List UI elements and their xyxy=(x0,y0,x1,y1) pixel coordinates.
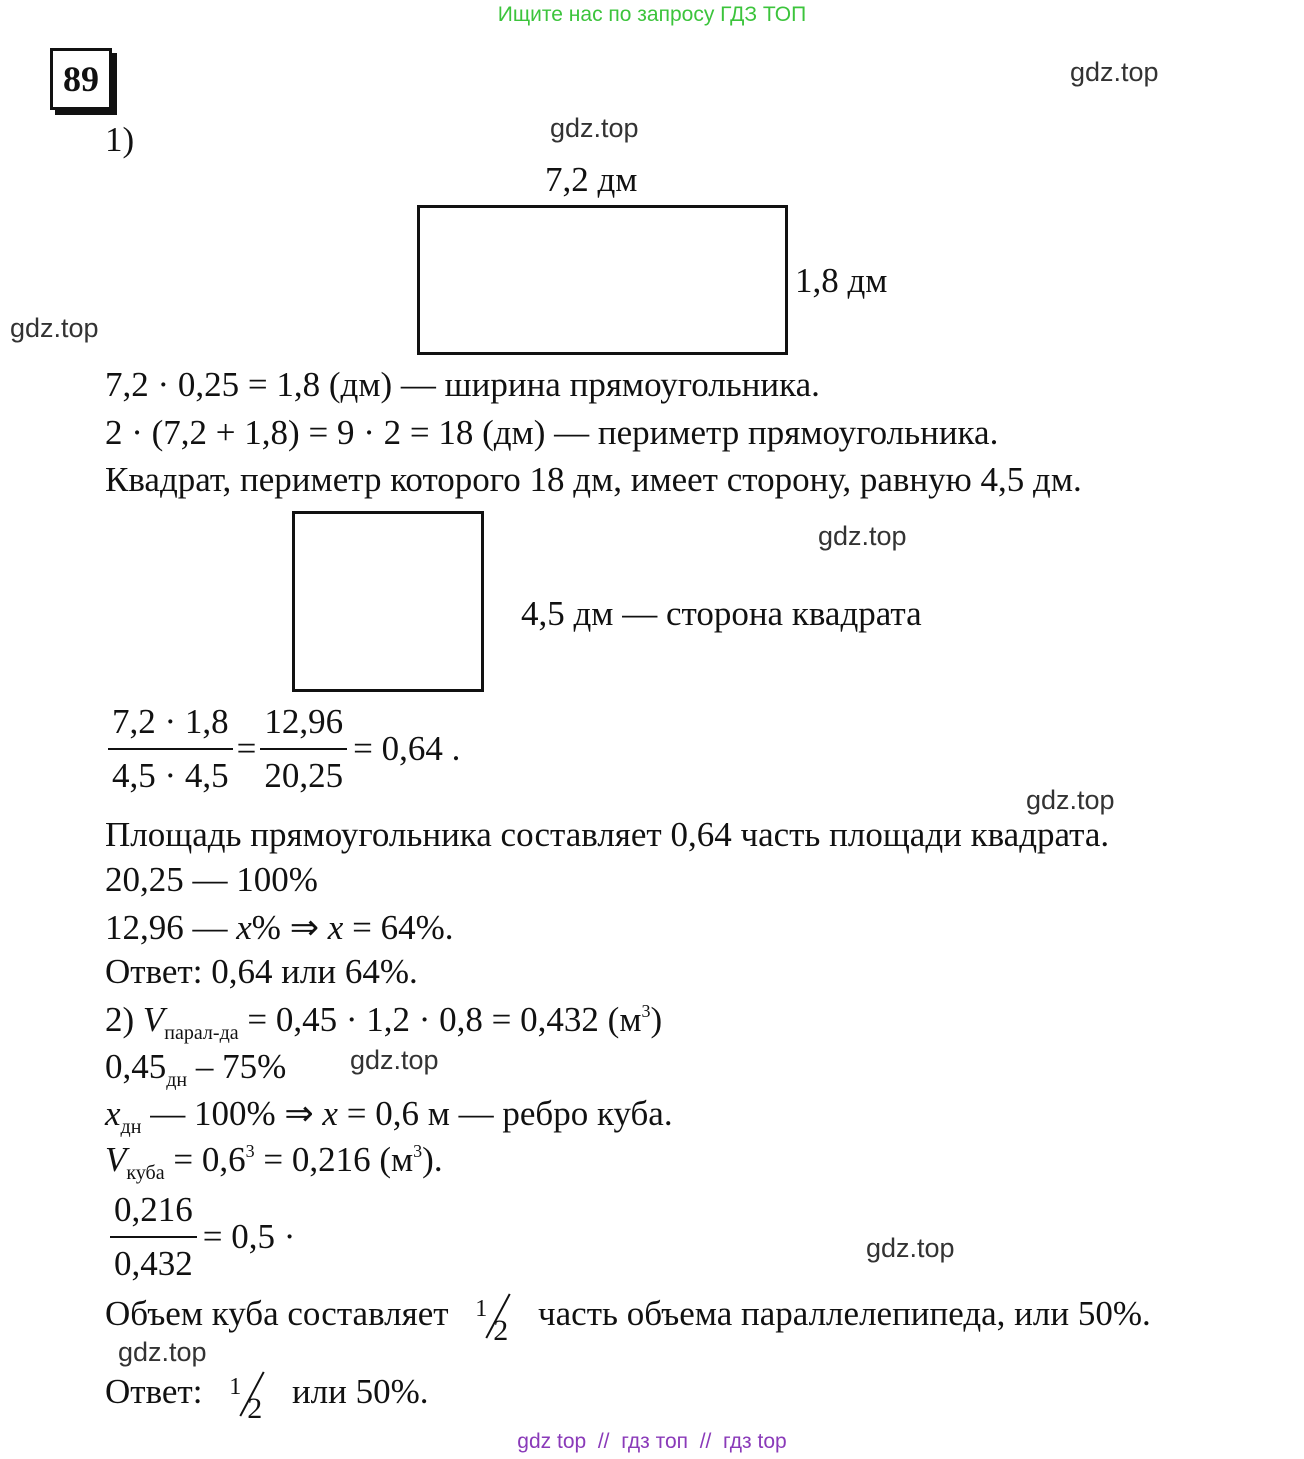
text-line: Квадрат, периметр которого 18 дм, имеет сторону, равную 4,5 дм. xyxy=(105,460,1082,499)
subscript: куба xyxy=(126,1162,165,1184)
text-line: 2 · (7,2 + 1,8) = 9 · 2 = 18 (дм) — периметр прямоугольника. xyxy=(105,413,999,452)
watermark: gdz.top xyxy=(10,313,99,343)
part-1-label: 1) xyxy=(105,120,135,159)
text: ) xyxy=(650,1000,663,1039)
fraction xyxy=(260,702,347,796)
rectangle-width-label: 1,8 дм xyxy=(795,261,888,300)
text: — 100% ⇒ xyxy=(141,1094,323,1133)
watermark: gdz.top xyxy=(550,113,639,143)
numerator: 1 xyxy=(229,1373,242,1400)
problem-number: 89 xyxy=(50,48,112,110)
text: = 0,45 · 1,2 · 0,8 = 0,432 (м xyxy=(238,1000,642,1039)
site-header: Ищите нас по запросу ГДЗ ТОП xyxy=(497,3,807,26)
numerator: 12,96 xyxy=(260,702,347,750)
site-footer: gdz top // гдз топ // гдз top xyxy=(517,1430,787,1453)
superscript: 3 xyxy=(641,1001,651,1021)
fraction xyxy=(108,702,233,796)
text-line xyxy=(105,1294,1151,1347)
denominator: 2 xyxy=(493,1313,509,1347)
result: = 0,64 . xyxy=(353,729,461,768)
watermark: gdz.top xyxy=(818,521,907,551)
volume-ratio-equation xyxy=(110,1190,295,1284)
subscript: дн xyxy=(120,1116,142,1138)
text-line xyxy=(105,908,453,948)
text: – 75% xyxy=(187,1047,287,1086)
text-line xyxy=(105,1094,673,1138)
text: = 64%. xyxy=(343,908,454,947)
text-line xyxy=(105,1000,663,1044)
watermark: gdz.top xyxy=(866,1233,955,1263)
answer-1: Ответ: 0,64 или 64%. xyxy=(105,952,418,991)
text: ). xyxy=(422,1140,443,1179)
text: = 0,6 м — ребро куба. xyxy=(337,1094,673,1133)
subscript: дн xyxy=(166,1069,188,1091)
superscript: 3 xyxy=(245,1141,255,1161)
part-2-label: 2) xyxy=(105,1000,143,1039)
text: = 0,6 xyxy=(164,1140,246,1179)
variable: x xyxy=(236,908,252,947)
answer-2 xyxy=(105,1372,429,1425)
rectangle-length-label: 7,2 дм xyxy=(545,160,638,199)
watermark: gdz.top xyxy=(1026,785,1115,815)
text: 12,96 — xyxy=(105,908,237,947)
variable: x xyxy=(322,1094,338,1133)
rectangle-figure xyxy=(417,205,788,355)
square-figure xyxy=(292,511,484,692)
numerator: 0,216 xyxy=(110,1190,197,1238)
numerator: 1 xyxy=(475,1295,488,1322)
text: % ⇒ xyxy=(251,908,328,947)
variable: V xyxy=(105,1140,127,1179)
superscript: 3 xyxy=(413,1141,423,1161)
numerator: 7,2 · 1,8 xyxy=(108,702,233,750)
watermark: gdz.top xyxy=(350,1045,439,1075)
fraction-one-half xyxy=(471,1295,515,1347)
text: Объем куба составляет xyxy=(105,1294,449,1333)
text: Ответ: xyxy=(105,1372,203,1411)
square-side-label: 4,5 дм — сторона квадрата xyxy=(521,594,922,633)
denominator: 4,5 · 4,5 xyxy=(112,756,229,795)
area-ratio-equation xyxy=(108,702,460,796)
subscript: парал-да xyxy=(164,1022,239,1044)
text-line: Площадь прямоугольника составляет 0,64 часть площади квадрата. xyxy=(105,815,1110,854)
text-line: 20,25 — 100% xyxy=(105,860,318,899)
result: = 0,5 · xyxy=(202,1217,296,1256)
fraction xyxy=(110,1190,197,1284)
fraction-one-half xyxy=(225,1373,269,1425)
equals: = xyxy=(236,729,257,768)
watermark: gdz.top xyxy=(1070,57,1159,87)
text: или 50%. xyxy=(291,1372,429,1411)
text-line: 7,2 · 0,25 = 1,8 (дм) — ширина прямоугольника. xyxy=(105,365,820,404)
text: 0,45 xyxy=(105,1047,167,1086)
text-line xyxy=(105,1047,287,1091)
variable: x xyxy=(105,1094,121,1133)
variable: x xyxy=(327,908,344,947)
denominator: 2 xyxy=(247,1391,263,1425)
text: часть объема параллелепипеда, или 50%. xyxy=(538,1294,1151,1333)
text-line xyxy=(105,1140,443,1184)
variable: V xyxy=(142,1000,165,1039)
text: = 0,216 (м xyxy=(254,1140,414,1179)
watermark: gdz.top xyxy=(118,1337,207,1367)
denominator: 20,25 xyxy=(264,756,344,795)
denominator: 0,432 xyxy=(114,1244,193,1283)
